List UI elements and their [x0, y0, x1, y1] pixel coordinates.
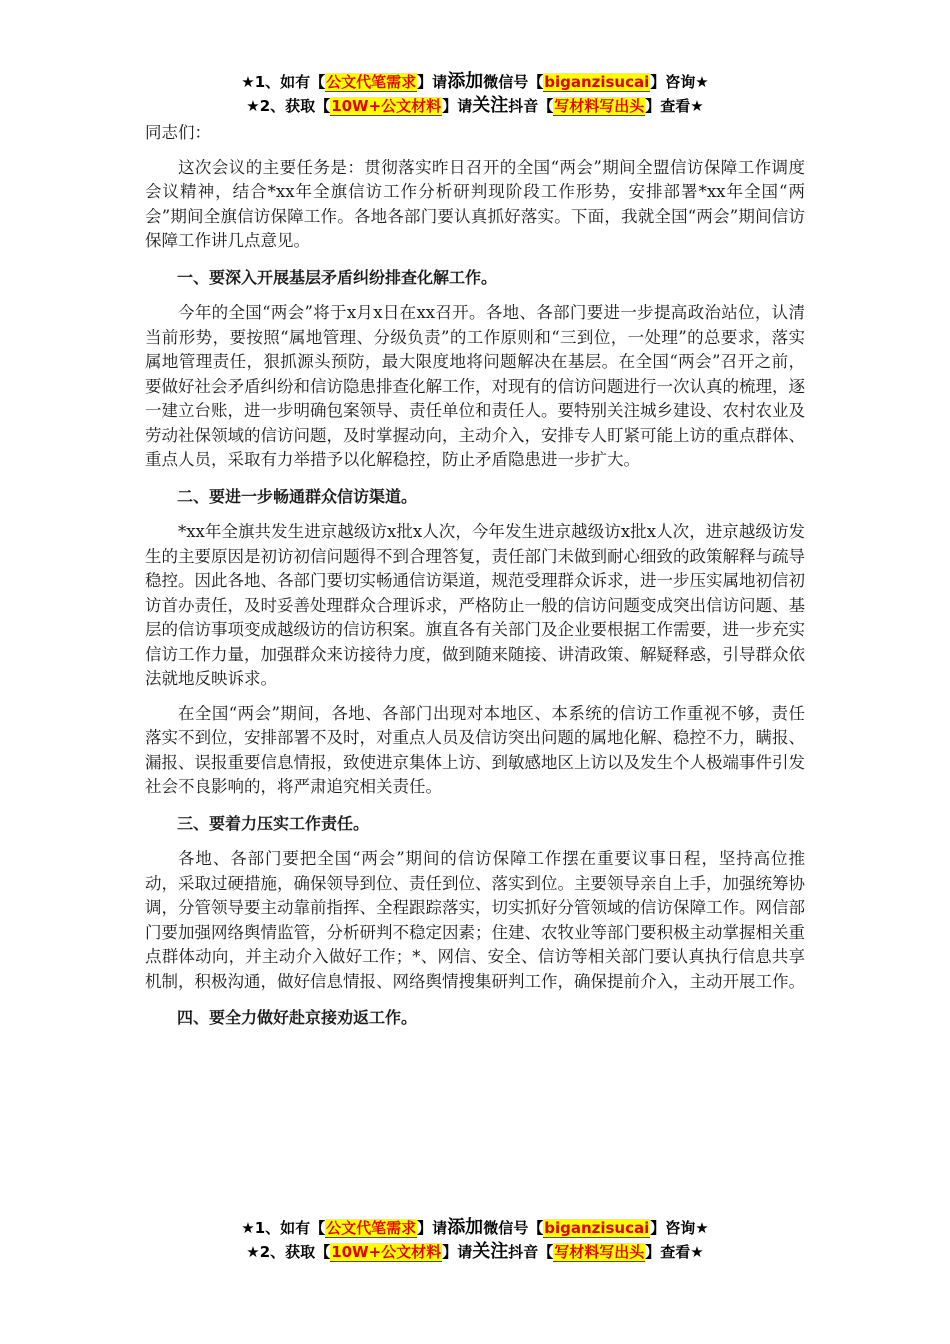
section-2-heading: 二、要进一步畅通群众信访渠道。	[177, 486, 418, 506]
banner-text: ★1、如有【	[241, 73, 326, 91]
banner-text: 】请	[417, 73, 448, 91]
banner-line-2	[0, 1240, 950, 1264]
highlight-materials: 10W+公文材料	[331, 97, 442, 115]
banner-line-1	[0, 70, 950, 94]
banner-text: 】请	[442, 1243, 473, 1261]
section-3-paragraph: 各地、各部门要把全国“两会”期间的信访保障工作摆在重要议事日程，坚持高位推动，采取过硬措施，确保领导到位、责任到位、落实到位。主要领导亲自上手，加强统筹协调，分管领导要主动靠前指挥、全程跟踪落实，切实抓好分管领域的信访保障工作。网信部门要加强网络舆情监管，分析研判不稳定因素；住建、农牧业等部门要积极主动掌握相关重点群体动向，并主动介入做好工作；*、网信、安全、信访等相关部门要认真执行信息共享机制，积极沟通，做好信息情报、网络舆情搜集研判工作，确保提前介入，主动开展工作。	[145, 849, 805, 991]
section-1-heading: 一、要深入开展基层矛盾纠纷排查化解工作。	[177, 267, 498, 287]
banner-text: 】咨询★	[650, 73, 709, 91]
banner-text: 】咨询★	[650, 1219, 709, 1237]
banner-text: ★1、如有【	[241, 1219, 326, 1237]
document-body	[145, 121, 805, 1042]
highlight-service: 公文代笔需求	[326, 73, 417, 91]
banner-emphasis: 添加	[447, 1217, 484, 1238]
highlight-douyin: 写材料写出头	[554, 97, 645, 115]
banner-text: 】查看★	[645, 1243, 704, 1261]
section-1-paragraph: 今年的全国“两会”将于x月x日在xx召开。各地、各部门要进一步提高政治站位，认清当前形势，要按照“属地管理、分级负责”的工作原则和“三到位，一处理”的总要求，落实属地管理责任，狠抓源头预防，最大限度地将问题解决在基层。在全国“两会”召开之前，要做好社会矛盾纠纷和信访隐患排查化解工作，对现有的信访问题进行一次认真的梳理，逐一建立台账，进一步明确包案领导、责任单位和责任人。要特别关注城乡建设、农村农业及劳动社保领域的信访问题，及时掌握动向，主动介入，安排专人盯紧可能上访的重点群体、重点人员，采取有力举措予以化解稳控，防止矛盾隐患进一步扩大。	[145, 303, 805, 469]
banner-text: ★2、获取【	[246, 97, 331, 115]
section-3-heading: 三、要着力压实工作责任。	[177, 813, 370, 833]
top-banner	[0, 70, 950, 118]
section-2-paragraph-2: 在全国“两会”期间，各地、各部门出现对本地区、本系统的信访工作重视不够，责任落实不到位，安排部署不及时，对重点人员及信访突出问题的属地化解、稳控不力，瞒报、漏报、误报重要信息情报，致使进京集体上访、到敏感地区上访以及发生个人极端事件引发社会不良影响的，将严肃追究相关责任。	[145, 703, 805, 796]
banner-text: 微信号【	[483, 1219, 544, 1237]
banner-text: 微信号【	[483, 73, 544, 91]
banner-emphasis: 关注	[472, 95, 509, 116]
highlight-materials: 10W+公文材料	[331, 1243, 442, 1261]
section-4-heading: 四、要全力做好赴京接劝返工作。	[177, 1008, 418, 1027]
section-2-paragraph-1: *xx年全旗共发生进京越级访x批x人次，今年发生进京越级访x批x人次，进京越级访发生的主要原因是初访初信问题得不到合理答复，责任部门未做到耐心细致的政策解释与疏导稳控。因此各地、各部门要切实畅通信访渠道，规范受理群众诉求，进一步压实属地初信初访首办责任，及时妥善处理群众合理诉求，严格防止一般的信访问题变成突出信访问题、基层的信访事项变成越级访的信访积案。旗直各有关部门及企业要根据工作需要，进一步充实信访工作力量，加强群众来访接待力度，做到随来随接、讲清政策、解疑释惑，引导群众依法就地反映诉求。	[145, 522, 805, 688]
banner-line-1	[0, 1216, 950, 1240]
intro-paragraph: 这次会议的主要任务是：贯彻落实昨日召开的全国“两会”期间全盟信访保障工作调度会议精神，结合*xx年全旗信访工作分析研判现阶段工作形势，安排部署*xx年全国“两会”期间全旗信访保障工作。各地各部门要认真抓好落实。下面，我就全国“两会”期间信访保障工作讲几点意见。	[145, 157, 805, 250]
banner-line-2	[0, 94, 950, 118]
highlight-service: 公文代笔需求	[326, 1219, 417, 1237]
highlight-douyin: 写材料写出头	[554, 1243, 645, 1261]
banner-emphasis: 添加	[447, 71, 484, 92]
banner-text: 】请	[417, 1219, 448, 1237]
greeting: 同志们：	[145, 123, 211, 142]
banner-text: 】查看★	[645, 97, 704, 115]
banner-text: ★2、获取【	[246, 1243, 331, 1261]
highlight-wechat-id: biganzisucai	[544, 1219, 650, 1237]
banner-text: 抖音【	[508, 1243, 554, 1261]
highlight-wechat-id: biganzisucai	[544, 73, 650, 91]
banner-text: 】请	[442, 97, 473, 115]
bottom-banner	[0, 1216, 950, 1264]
banner-emphasis: 关注	[472, 1241, 509, 1262]
banner-text: 抖音【	[508, 97, 554, 115]
